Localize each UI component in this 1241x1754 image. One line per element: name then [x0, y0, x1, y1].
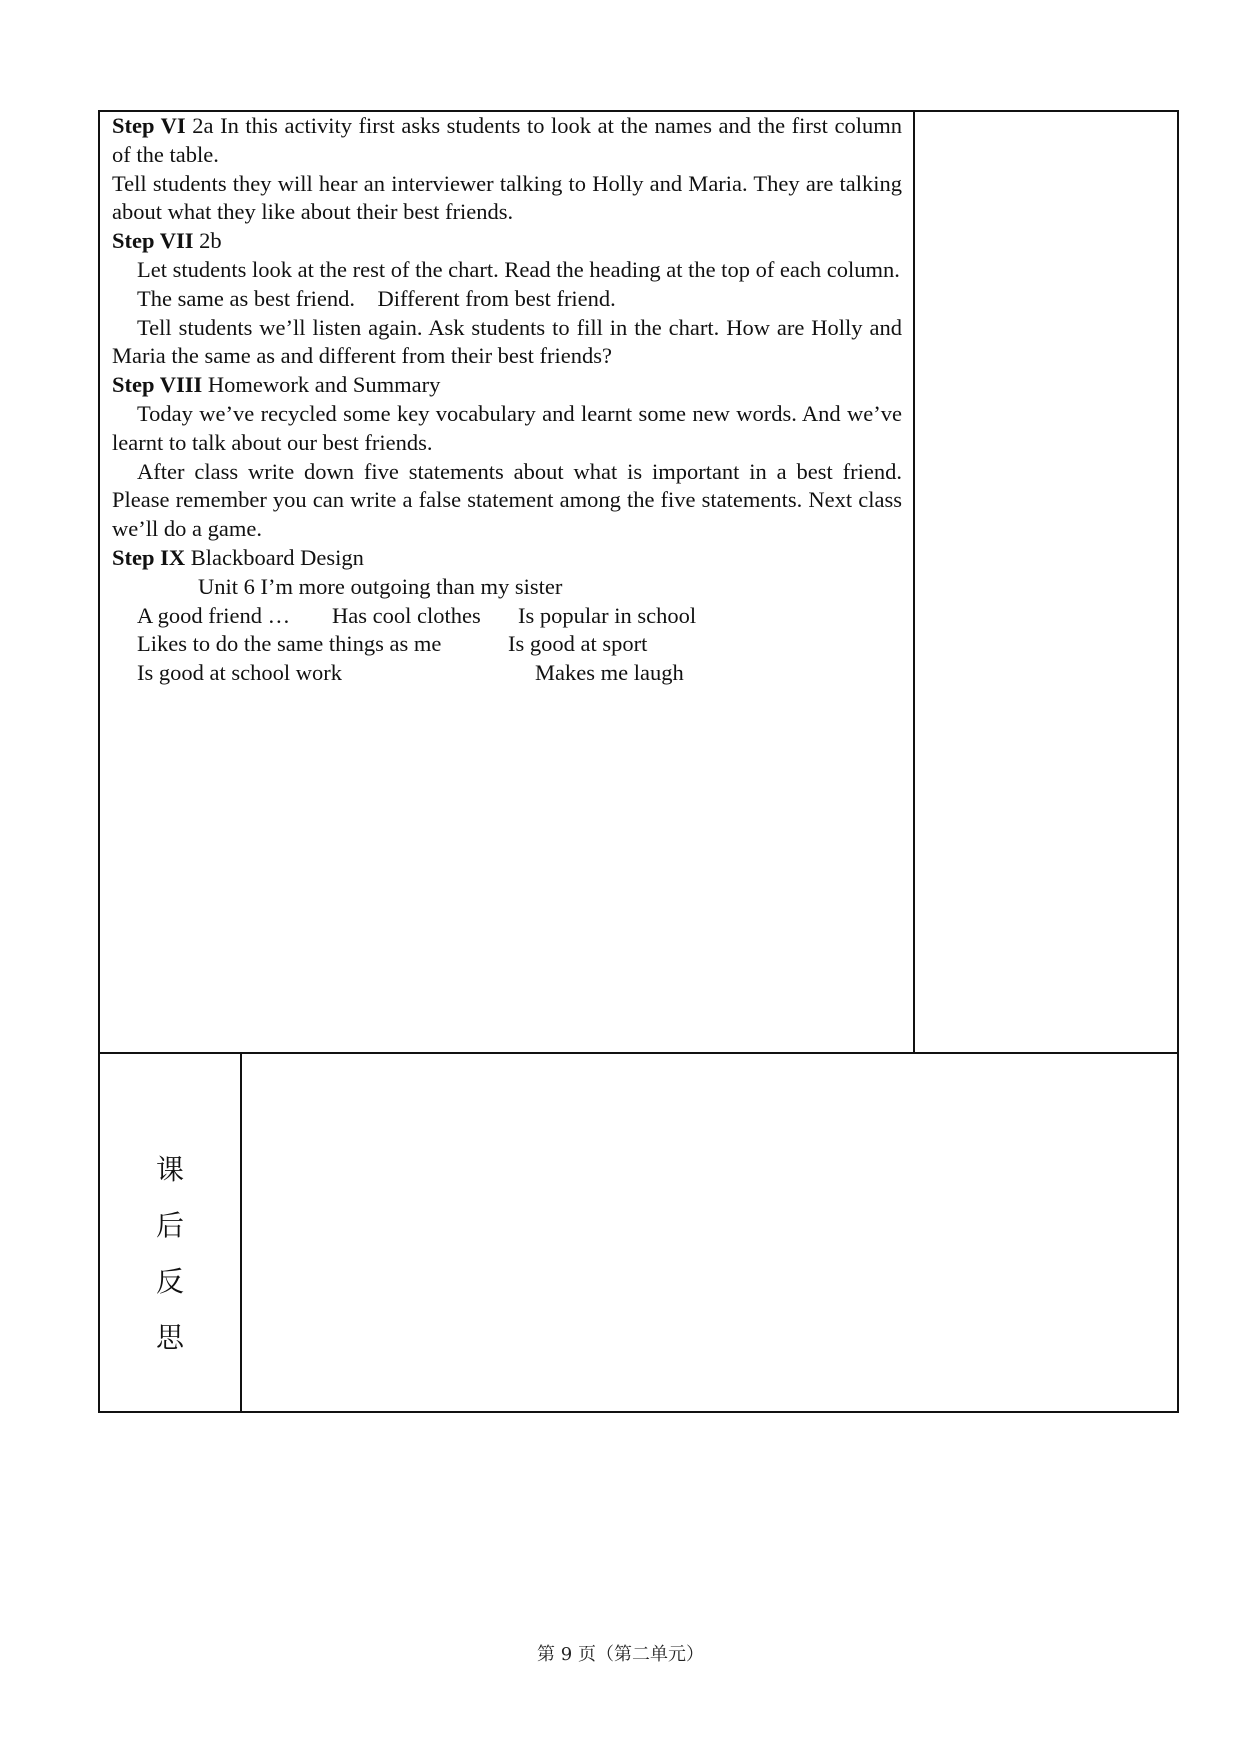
step-vii-headings: The same as best friend. Different from best friend. [137, 285, 616, 311]
reflection-char: 后 [155, 1209, 184, 1242]
teaching-steps-cell [100, 112, 915, 1052]
step-vi-instruction: Tell students they will hear an interviewer talking to Holly and Maria. They are talking about what they like about their best friends. [112, 170, 902, 225]
step-viii-paragraph [112, 371, 902, 400]
blackboard-row-3 [112, 659, 902, 688]
reflection-row [100, 1052, 1177, 1411]
step-viii-summary: Today we’ve recycled some key vocabulary and learnt some new words. And we’ve learnt to talk about our best friends. [112, 400, 902, 455]
step-ix-paragraph [112, 544, 902, 573]
blackboard-item: Is popular in school [518, 602, 697, 628]
page-footer: 第 9 页（第二单元） [537, 1644, 704, 1665]
reflection-content-cell [242, 1054, 1177, 1411]
step-vi-text: 2a In this activity first asks students to look at the names and the first column of the table. [112, 113, 902, 167]
blackboard-row-2 [112, 630, 902, 659]
step-ix-text: Blackboard Design [185, 544, 364, 570]
teaching-steps-content [112, 112, 902, 688]
reflection-char: 课 [155, 1153, 184, 1186]
blackboard-row-1 [112, 602, 902, 631]
lesson-plan-table [98, 110, 1179, 1413]
step-vi-paragraph [112, 112, 902, 170]
blackboard-item: Makes me laugh [535, 660, 684, 686]
reflection-label [100, 1142, 240, 1366]
step-viii-label: Step VIII [112, 372, 203, 398]
step-vii-instruction-1: Let students look at the rest of the chart. Read the heading at the top of each column. [137, 256, 900, 282]
reflection-label-cell [100, 1054, 242, 1411]
step-viii-text: Homework and Summary [202, 372, 441, 398]
step-vii-paragraph [112, 227, 902, 256]
step-ix-label: Step IX [112, 544, 186, 570]
blackboard-item: Is good at sport [508, 631, 648, 657]
step-viii-homework: After class write down five statements about what is important in a best friend. Please remember you can write a false statement among the five statements. Next class we’ll do a game. [112, 458, 902, 542]
step-vii-instruction-2: Tell students we’ll listen again. Ask students to fill in the chart. How are Holly and Maria the same as and different from their best friends? [112, 314, 902, 369]
notes-cell [915, 112, 1177, 1052]
step-vii-text: 2b [193, 228, 222, 254]
blackboard-item: Has cool clothes [332, 602, 481, 628]
step-vi-label: Step VI [112, 113, 186, 138]
reflection-char: 反 [155, 1265, 184, 1298]
blackboard-item: Is good at school work [137, 660, 342, 686]
step-vii-label: Step VII [112, 228, 194, 254]
reflection-char: 思 [155, 1321, 184, 1354]
blackboard-title: Unit 6 I’m more outgoing than my sister [198, 573, 563, 599]
blackboard-item: A good friend … [137, 602, 291, 628]
blackboard-item: Likes to do the same things as me [137, 631, 442, 657]
